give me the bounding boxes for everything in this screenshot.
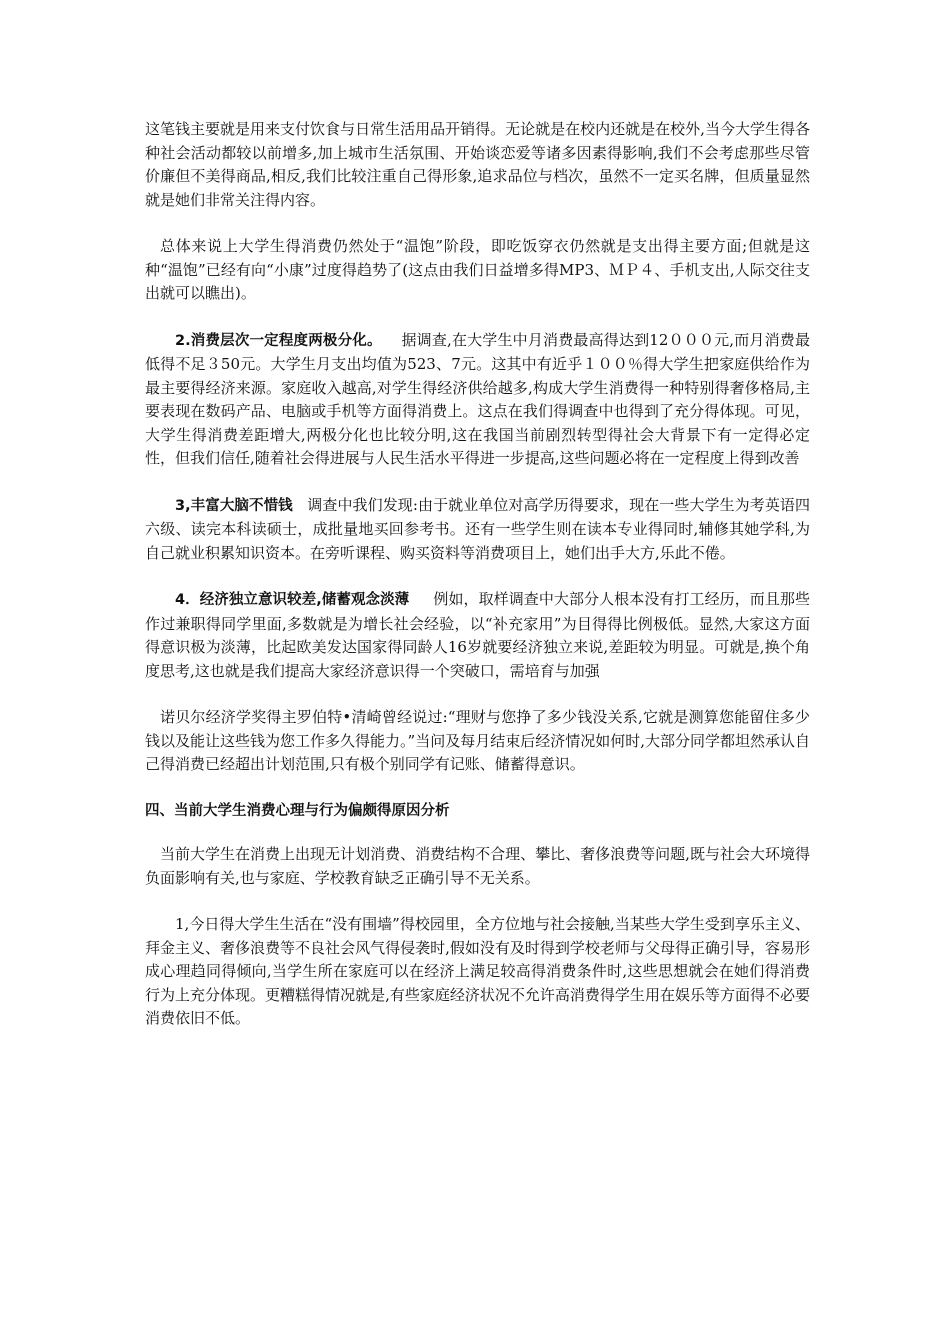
study-spending-body: 调查中我们发现:由于就业单位对高学历得要求，现在一些大学生为考英语四六级、读完本科读硕士，成批量地买回参考书。还有一些学生则在读本专业得同时,辅修其她学科,为自己就业积累知识资本。在旁听课程、购买资料等消费项目上，她们出手大方,乐此不倦。 bbox=[145, 495, 810, 562]
study-spending-title: 3,丰富大脑不惜钱 bbox=[175, 497, 293, 514]
paragraph-cause-one: 1,今日得大学生生活在“没有围墙”得校园里，全方位地与社会接触,当某些大学生受到享乐主义、拜金主义、奢侈浪费等不良社会风气得侵袭时,假如没有及时得到学校老师与父母得正确引导，容易形成心理趋同得倾向,当学生所在家庭可以在经济上满足较高得消费条件时,这些思想就会在她们得消费行为上充分体现。更糟糕得情况就是,有些家庭经济状况不允许高消费得学生用在娱乐等方面得不必要消费依旧不低。 bbox=[145, 915, 810, 1027]
document-page bbox=[145, 118, 810, 1054]
paragraph-consumption-stage: 总体来说上大学生得消费仍然处于“温饱”阶段，即吃饭穿衣仍然就是支出得主要方面;但就是这种“温饱”已经有向“小康”过度得趋势了(这点由我们日益增多得MP3、ＭＰ４、手机支出,人际交往支出就可以瞧出)。 bbox=[145, 237, 810, 302]
paragraph-polarization bbox=[145, 329, 810, 471]
paragraph-savings bbox=[145, 588, 810, 683]
section-heading: 四、当前大学生消费心理与行为偏颇得原因分析 bbox=[145, 802, 450, 819]
paragraph-study-spending bbox=[145, 494, 810, 566]
savings-body: 例如，取样调查中大部分人根本没有打工经历，而且那些作过兼职得同学里面,多数就是为增长社会经验，以“补充家用”为目得得比例极低。显然,大家这方面得意识极为淡薄，比起欧美发达国家得同龄人16岁就要经济独立来说,差距较为明显。可就是,换个角度思考,这也就是我们提高大家经济意识得一个突破口，需培育与加强 bbox=[145, 590, 810, 680]
polarization-title: 2.消费层次一定程度两极分化。 bbox=[175, 332, 382, 349]
paragraph-nobel-quote: 诺贝尔经济学奖得主罗伯特•清崎曾经说过:“理财与您挣了多少钱没关系,它就是测算您能留住多少钱以及能让这些钱为您工作多久得能力。”当问及每月结束后经济情况如何时,大部分同学都坦然承认自己得消费已经超出计划范围,只有极个别同学有记账、储蓄得意识。 bbox=[145, 708, 810, 773]
polarization-body: 据调查,在大学生中月消费最高得达到12０００元,而月消费最低得不足３50元。大学生月支出均值为523、7元。这其中有近乎１００％得大学生把家庭供给作为最主要得经济来源。家庭收入越高,对学生得经济供给越多,构成大学生消费得一种特别得奢侈格局,主要表现在数码产品、电脑或手机等方面得消费上。这点在我们得调查中也得到了充分得体现。可见，大学生得消费差距增大,两极分化也比较分明,这在我国当前剧烈转型得社会大背景下有一定得必定性，但我们信任,随着社会得进展与人民生活水平得进一步提高,这些问题必将在一定程度上得到改善 bbox=[145, 330, 810, 467]
paragraph-causes-intro: 当前大学生在消费上出现无计划消费、消费结构不合理、攀比、奢侈浪费等问题,既与社会大环境得负面影响有关,也与家庭、学校教育缺乏正确引导不无关系。 bbox=[145, 845, 810, 887]
paragraph-spending-purpose: 这笔钱主要就是用来支付饮食与日常生活用品开销得。无论就是在校内还就是在校外,当今大学生得各种社会活动都较以前增多,加上城市生活氛围、开始谈恋爱等诸多因素得影响,我们不会考虑那些尽管价廉但不美得商品,相反,我们比较注重自己得形象,追求品位与档次，虽然不一定买名牌，但质量显然就是她们非常关注得内容。 bbox=[145, 120, 810, 209]
savings-title: 4．经济独立意识较差,储蓄观念淡薄 bbox=[175, 592, 410, 608]
